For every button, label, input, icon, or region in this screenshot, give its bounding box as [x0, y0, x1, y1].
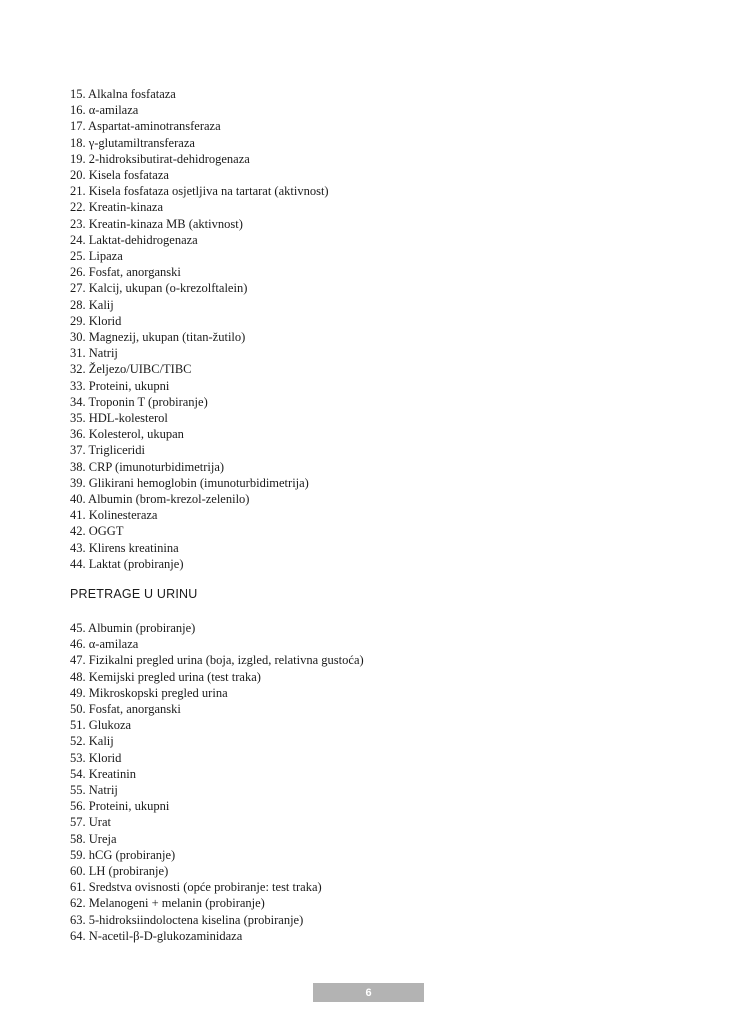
list-item: 54. Kreatinin: [70, 766, 136, 781]
list-item: 32. Željezo/UIBC/TIBC: [70, 362, 192, 377]
list-item: 52. Kalij: [70, 734, 114, 749]
list-item: 62. Melanogeni + melanin (probiranje): [70, 896, 265, 911]
list-item: 18. γ-glutamiltransferaza: [70, 135, 195, 150]
list-item: 63. 5-hidroksiindoloctena kiselina (probiranje): [70, 912, 304, 927]
list-item: 50. Fosfat, anorganski: [70, 702, 181, 717]
list-item: 17. Aspartat-aminotransferaza: [70, 119, 221, 134]
list-item: 58. Ureja: [70, 831, 117, 846]
list-item: 16. α-amilaza: [70, 103, 139, 118]
list-item: 46. α-amilaza: [70, 637, 139, 652]
list-item: 33. Proteini, ukupni: [70, 378, 170, 393]
list-item: 15. Alkalna fosfataza: [70, 87, 176, 101]
list-item: 59. hCG (probiranje): [70, 847, 176, 862]
list-item: 42. OGGT: [70, 524, 124, 539]
list-item: 40. Albumin (brom-krezol-zelenilo): [70, 492, 250, 507]
lab-test-list-urine: [70, 620, 364, 944]
list-item: 21. Kisela fosfataza osjetljiva na tartarat (aktivnost): [70, 184, 329, 199]
list-item: 38. CRP (imunoturbidimetrija): [70, 459, 225, 474]
page-number-box: [313, 983, 424, 1002]
list-item: 48. Kemijski pregled urina (test traka): [70, 669, 261, 684]
list-item: 22. Kreatin-kinaza: [70, 200, 164, 215]
list-item: 60. LH (probiranje): [70, 864, 169, 879]
list-item: 35. HDL-kolesterol: [70, 411, 168, 426]
list-item: 49. Mikroskopski pregled urina: [70, 685, 228, 700]
list-item: 56. Proteini, ukupni: [70, 799, 170, 814]
list-item: 39. Glikirani hemoglobin (imunoturbidimetrija): [70, 475, 309, 490]
list-item: 34. Troponin T (probiranje): [70, 394, 208, 409]
list-item: 30. Magnezij, ukupan (titan-žutilo): [70, 330, 246, 345]
lab-test-list-serum: [70, 86, 329, 572]
list-item: 64. N-acetil-β-D-glukozaminidaza: [70, 928, 243, 943]
list-item: 55. Natrij: [70, 783, 118, 798]
list-item: 20. Kisela fosfataza: [70, 168, 169, 183]
list-item: 43. Klirens kreatinina: [70, 540, 179, 555]
list-item: 27. Kalcij, ukupan (o-krezolftalein): [70, 281, 248, 296]
list-item: 25. Lipaza: [70, 249, 123, 264]
list-item: 51. Glukoza: [70, 718, 132, 733]
page-number: 6: [365, 986, 372, 999]
list-item: 37. Trigliceridi: [70, 443, 146, 458]
list-item: 53. Klorid: [70, 750, 122, 765]
list-item: 45. Albumin (probiranje): [70, 621, 196, 635]
list-item: 29. Klorid: [70, 313, 122, 328]
list-item: 31. Natrij: [70, 346, 118, 361]
list-item: 57. Urat: [70, 815, 111, 830]
list-item: 19. 2-hidroksibutirat-dehidrogenaza: [70, 151, 250, 166]
list-item: 26. Fosfat, anorganski: [70, 265, 181, 280]
list-item: 23. Kreatin-kinaza MB (aktivnost): [70, 216, 243, 231]
list-item: 28. Kalij: [70, 297, 114, 312]
list-item: 24. Laktat-dehidrogenaza: [70, 232, 198, 247]
list-item: 41. Kolinesteraza: [70, 508, 158, 523]
list-item: 36. Kolesterol, ukupan: [70, 427, 184, 442]
list-item: 47. Fizikalni pregled urina (boja, izgled, relativna gustoća): [70, 653, 364, 668]
list-item: 44. Laktat (probiranje): [70, 556, 184, 571]
list-item: 61. Sredstva ovisnosti (opće probiranje: test traka): [70, 880, 322, 895]
section-heading-urine-tests: PRETRAGE U URINU: [70, 587, 198, 601]
